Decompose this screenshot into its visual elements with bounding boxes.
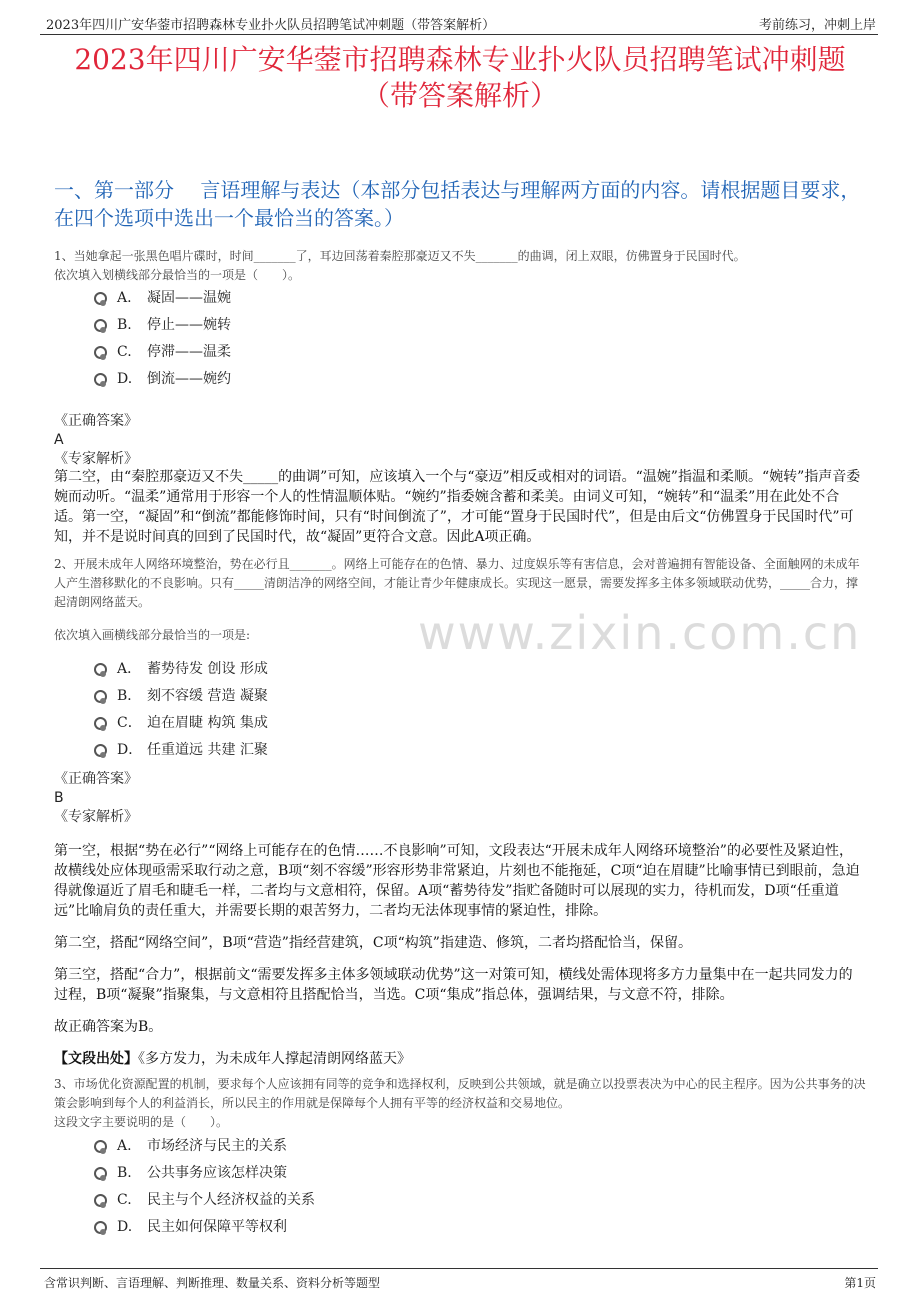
- q2-option-c[interactable]: [94, 712, 268, 734]
- q2-option-d[interactable]: [94, 739, 268, 761]
- option-text: 停止——婉转: [147, 317, 231, 333]
- q3-stem-text: 3、市场优化资源配置的机制，要求每个人应该拥有同等的竞争和选择权利，反映到公共领域，就是确立以投票表决为中心的民主程序。因为公共事务的决策会影响到每个人的利益消长，所以民主的作用就是保障每个人拥有平等的经济权益和交易地位。: [54, 1077, 866, 1110]
- q2-source-title: 《多方发力，为未成年人撑起清朗网络蓝天》: [138, 1051, 411, 1067]
- q2-answer: B: [54, 790, 64, 806]
- option-text: 倒流——婉约: [147, 371, 231, 387]
- q3-option-b[interactable]: [94, 1162, 287, 1184]
- page-header: [40, 10, 878, 35]
- page-footer: [40, 1268, 878, 1293]
- q2-option-a[interactable]: [94, 658, 268, 680]
- q2-option-b[interactable]: [94, 685, 268, 707]
- option-letter: A.: [117, 1138, 132, 1154]
- q2-source: [54, 1049, 866, 1069]
- q3-stem: [54, 1075, 866, 1132]
- q1-analysis-label: 《专家解析》: [54, 451, 138, 467]
- radio-icon[interactable]: [94, 1140, 107, 1153]
- q1-answer-section: [54, 412, 866, 469]
- q2-analysis-paragraph-1: 第一空，根据“势在必行”“网络上可能存在的色情……不良影响”可知，文段表达“开展未成年人网络环境整治”的必要性及紧迫性，故横线处应体现亟需采取行动之意，B项“刻不容缓”形容形势非常紧迫，片刻也不能拖延，C项“迫在眉睫”比喻事情已到眼前，急迫得就像逼近了眉毛和睫毛一样，二者均与文意相符，保留。A项“蓄势待发”指贮备随时可以展现的实力，待机而发，D项“任重道远”比喻肩负的责任重大，并需要长期的艰苦努力，二者均无法体现事情的紧迫性，排除。: [54, 843, 860, 919]
- document-title: [40, 42, 880, 114]
- section-heading: 一、第一部分 言语理解与表达（本部分包括表达与理解两方面的内容。请根据题目要求，在四个选项中选出一个最恰当的答案。）: [54, 178, 861, 230]
- radio-icon[interactable]: [94, 663, 107, 676]
- option-letter: C.: [117, 344, 132, 360]
- q3-prompt: 这段文字主要说明的是（ ）。: [54, 1115, 229, 1129]
- option-text: 凝固——温婉: [147, 290, 231, 306]
- option-text: 市场经济与民主的关系: [147, 1138, 287, 1154]
- q2-stem: 2、开展未成年人网络环境整治，势在必行且_______。网络上可能存在的色情、暴力、过度娱乐等有害信息，会对普遍拥有智能设备、全面触网的未成年人产生潜移默化的不良影响。只有_____清朗洁净的网络空间，才能让青少年健康成长。实现这一愿景，需要发挥多主体多领域联动优势，_____合力，撑起清朗网络蓝天。: [54, 557, 860, 609]
- footer-categories: 含常识判断、言语理解、判断推理、数量关系、资料分析等题型: [44, 1276, 381, 1290]
- option-letter: A.: [117, 290, 132, 306]
- option-text: 蓄势待发 创设 形成: [147, 661, 268, 677]
- page-number: 第1页: [844, 1276, 876, 1290]
- radio-icon[interactable]: [94, 292, 107, 305]
- option-text: 任重道远 共建 汇聚: [147, 742, 268, 758]
- option-letter: B．: [117, 688, 142, 704]
- q1-stem: [54, 247, 866, 285]
- q1-option-c[interactable]: [94, 341, 231, 363]
- watermark: www.zixin.com.cn: [418, 606, 862, 660]
- radio-icon[interactable]: [94, 1221, 107, 1234]
- q2-analysis: [54, 841, 866, 1069]
- header-doc-title: 2023年四川广安华蓥市招聘森林专业扑火队员招聘笔试冲刺题（带答案解析）: [46, 18, 496, 33]
- q1-analysis: 第二空，由“秦腔那豪迈又不失_____的曲调”可知，应该填入一个与“豪迈”相反或相对的词语。“温婉”指温和柔顺。“婉转”指声音委婉而动听。“温柔”通常用于形容一个人的性情温顺体贴。“婉约”指委婉含蓄和柔美。由词义可知，“婉转”和“温柔”用在此处不合适。第一空，“凝固”和“倒流”都能修饰时间，只有“时间倒流了”，才可能“置身于民国时代”，但是由后文“仿佛置身于民国时代”可知，并不是说时间真的回到了民国时代，故“凝固”更符合文意。因此A项正确。: [54, 469, 861, 545]
- option-text: 迫在眉睫 构筑 集成: [147, 715, 268, 731]
- q2-conclusion: 故正确答案为B。: [54, 1019, 163, 1035]
- radio-icon[interactable]: [94, 690, 107, 703]
- title-line-1: 2023年四川广安华蓥市招聘森林专业扑火队员招聘笔试冲刺题: [74, 43, 846, 76]
- radio-icon[interactable]: [94, 744, 107, 757]
- option-text: 民主如何保障平等权利: [147, 1219, 287, 1235]
- q1-option-d[interactable]: [94, 368, 231, 390]
- q1-option-b[interactable]: [94, 314, 231, 336]
- q1-stem-text: 1、当她拿起一张黑色唱片碟时，时间_______了，耳边回荡着秦腔那豪迈又不失_______的曲调，闭上双眼，仿佛置身于民国时代。: [54, 249, 746, 263]
- q1-answer-label: 《正确答案》: [54, 413, 138, 429]
- option-letter: D．: [117, 742, 143, 758]
- q1-prompt: 依次填入划横线部分最恰当的一项是（ ）。: [54, 268, 301, 282]
- option-letter: B.: [117, 317, 132, 333]
- option-letter: B.: [117, 1165, 132, 1181]
- q2-prompt: 依次填入画横线部分最恰当的一项是:: [54, 628, 251, 642]
- option-letter: C.: [117, 1192, 132, 1208]
- option-text: 公共事务应该怎样决策: [147, 1165, 287, 1181]
- q2-source-label: 【文段出处】: [54, 1051, 138, 1067]
- radio-icon[interactable]: [94, 346, 107, 359]
- radio-icon[interactable]: [94, 319, 107, 332]
- radio-icon[interactable]: [94, 373, 107, 386]
- q3-option-c[interactable]: [94, 1189, 315, 1211]
- header-slogan: 考前练习，冲刺上岸: [758, 18, 876, 33]
- q2-answer-label: 《正确答案》: [54, 771, 138, 787]
- option-text: 民主与个人经济权益的关系: [147, 1192, 315, 1208]
- radio-icon[interactable]: [94, 717, 107, 730]
- option-letter: D.: [117, 371, 133, 387]
- q2-answer-section: [54, 770, 866, 827]
- option-letter: D.: [117, 1219, 133, 1235]
- title-line-2: （带答案解析）: [361, 79, 558, 112]
- q2-analysis-paragraph-3: 第三空，搭配“合力”，根据前文“需要发挥多主体多领域联动优势”这一对策可知，横线处需体现将多方力量集中在一起共同发力的过程，B项“凝聚”指聚集，与文意相符且搭配恰当，当选。C项“集成”指总体，强调结果，与文意不符，排除。: [54, 967, 853, 1003]
- option-letter: A．: [117, 661, 142, 677]
- q1-answer: A: [54, 432, 64, 448]
- q2-analysis-paragraph-2: 第二空，搭配“网络空间”，B项“营造”指经营建筑，C项“构筑”指建造、修筑，二者均搭配恰当，保留。: [54, 935, 692, 951]
- q3-option-a[interactable]: [94, 1135, 287, 1157]
- option-text: 停滞——温柔: [147, 344, 231, 360]
- radio-icon[interactable]: [94, 1167, 107, 1180]
- radio-icon[interactable]: [94, 1194, 107, 1207]
- q1-option-a[interactable]: [94, 287, 231, 309]
- q3-option-d[interactable]: [94, 1216, 287, 1238]
- option-text: 刻不容缓 营造 凝聚: [147, 688, 268, 704]
- q2-analysis-label: 《专家解析》: [54, 809, 138, 825]
- option-letter: C．: [117, 715, 142, 731]
